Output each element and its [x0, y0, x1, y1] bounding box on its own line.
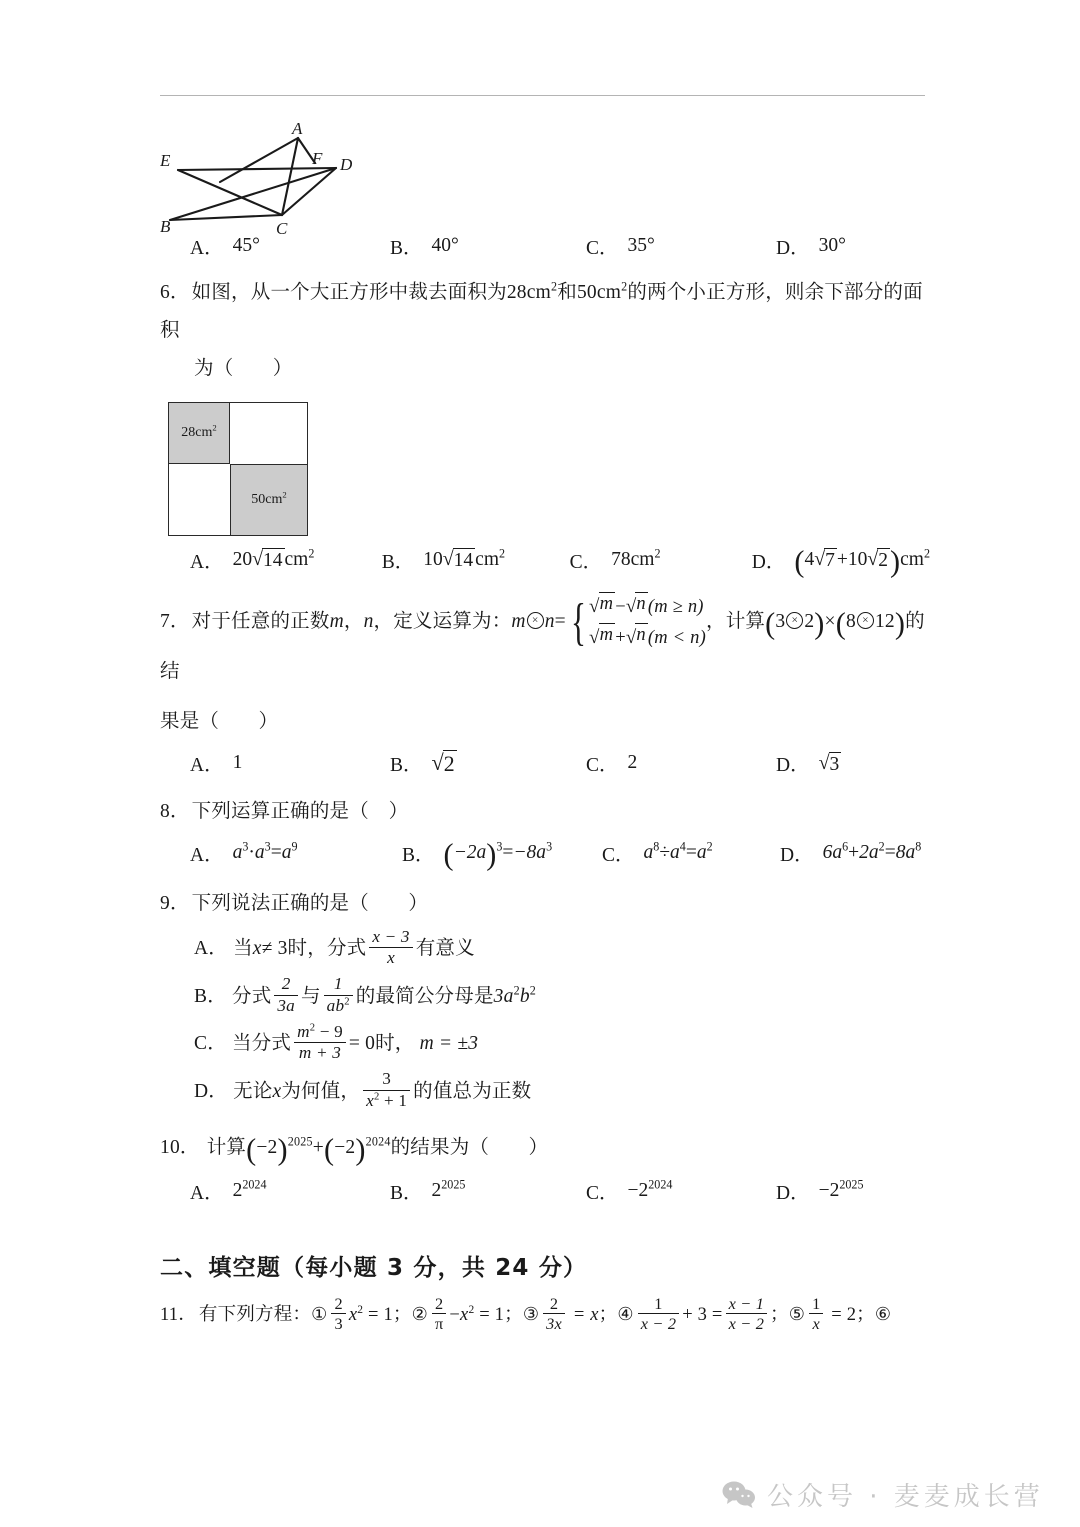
- page-content: [160, 118, 930, 1336]
- q6-option-b[interactable]: B． 10 √ 14 $cm^2$: [381, 546, 506, 574]
- q9-d-t3: 的值总为正数: [413, 1080, 532, 1102]
- q9-b-rhs: 3a: [493, 985, 514, 1007]
- q11-2-num: 2: [432, 1294, 446, 1314]
- q11-1-var: x: [348, 1305, 358, 1326]
- q10-exp-1: 2025: [287, 1134, 313, 1149]
- q9-d-var: x: [272, 1080, 282, 1102]
- q7-option-a-label: A．: [190, 755, 224, 777]
- q9-a-cond: ≠ 3时，: [261, 938, 327, 960]
- q9-a-t2: 分式: [326, 938, 367, 960]
- q8-options: [160, 837, 930, 872]
- q9-b-rhs-b: b: [519, 985, 530, 1007]
- q7-case1-cond: (m ≥ n): [647, 596, 704, 618]
- q8-c-b3: a: [696, 842, 707, 864]
- q7-expr-a-right: 2: [804, 611, 815, 633]
- q6-option-a-label: A．: [190, 552, 224, 574]
- q10-text-2: 的结果为（ ）: [390, 1137, 549, 1159]
- square-label-50: 50cm: [251, 492, 283, 508]
- q9-b-f2-den-sup: 2: [344, 995, 350, 1007]
- q9-b-f1-den: 3a: [277, 995, 295, 1015]
- q7-case1-sqrt-m: m: [599, 593, 614, 615]
- q7-option-b[interactable]: B． √ 2: [390, 750, 455, 777]
- q9-c-rhs: m = ±3: [419, 1033, 479, 1055]
- q6-option-b-coef: 10: [423, 549, 443, 571]
- q7-var-n: n: [363, 611, 374, 633]
- q6-option-d-radicand-2: 2: [878, 550, 889, 572]
- q10-b-base: 2: [431, 1180, 442, 1202]
- svg-text:A: A: [292, 120, 303, 138]
- q9-number: 9．: [160, 893, 190, 915]
- q7-option-b-radicand: 2: [443, 752, 455, 777]
- q11-mark-2: ②: [411, 1304, 428, 1325]
- q11-mark-3: ③: [522, 1304, 540, 1325]
- q7-case2-plus: +: [615, 626, 626, 648]
- q6-option-c[interactable]: [570, 546, 752, 574]
- q7-text-5: 果是（ ）: [160, 711, 279, 733]
- q9-b-t2: 与: [300, 985, 321, 1007]
- q6-area-1: 28cm: [506, 282, 551, 303]
- q9-a-t1: 当: [233, 938, 253, 960]
- q5-option-c-label: C．: [586, 238, 619, 259]
- q7-option-a-value: 1: [232, 752, 243, 774]
- q6-text-1: 如图，从一个大正方形中裁去面积为: [191, 282, 507, 303]
- q9-d-num: 3: [363, 1069, 410, 1090]
- q11-3-num: 2: [543, 1294, 565, 1314]
- square-figure: [168, 402, 308, 536]
- q8-c-div: ÷: [659, 842, 671, 864]
- q9-d-t2: 为何值，: [281, 1080, 361, 1102]
- q11-mark-1: ①: [311, 1304, 328, 1325]
- q11-1-sep: ；: [392, 1305, 412, 1326]
- q6-option-b-unit: cm: [475, 549, 499, 571]
- q9-a-den: x: [387, 948, 395, 968]
- q7-expr-times: ×: [824, 611, 836, 633]
- q9-c-eq: = 0: [348, 1033, 376, 1055]
- q6-option-d-label: D．: [751, 552, 786, 574]
- q10-a-base: 2: [232, 1180, 243, 1202]
- question-7: 7． 对于任意的正数m，n，定义运算为：m × n= { √ m − √ n (m ≥ n) √ m + √ n (m < n) ，计算(3 × 2)×(8 × 12)的结: [160, 592, 930, 691]
- q9-option-d-label: D．: [194, 1080, 228, 1102]
- q7-expr-a-left: 3: [775, 611, 786, 633]
- q8-a-eq: =: [270, 842, 282, 864]
- q7-case2-sqrt-m: m: [599, 623, 614, 645]
- q5-option-b-value: 40°: [431, 235, 459, 256]
- q10-base-2: −2: [334, 1137, 356, 1159]
- q6-number: 6．: [160, 282, 190, 303]
- q6-option-a-unit: cm: [284, 549, 309, 571]
- q11-1-rest: = 1: [363, 1305, 393, 1326]
- q11-5-den: x: [812, 1314, 820, 1334]
- q9-option-c-label: C．: [194, 1033, 227, 1055]
- q11-1-den: 3: [334, 1314, 343, 1334]
- q6-area-1-sup: 2: [550, 279, 558, 294]
- q7-piecewise: { √ m − √ n (m ≥ n) √ m + √ n (m < n): [570, 593, 706, 651]
- q11-4-den2: x − 2: [728, 1314, 765, 1334]
- q11-2-sup: 2: [468, 1303, 475, 1316]
- q10-exp-2: 2024: [365, 1134, 391, 1149]
- q8-b-exp: 3: [496, 839, 503, 854]
- q9-b-f1-num: 2: [274, 974, 298, 995]
- q6-option-a[interactable]: A． 20 √ 14 $cm^2$: [190, 546, 315, 574]
- q9-b-t1: 分式: [232, 985, 272, 1007]
- q11-5-num: 1: [809, 1294, 823, 1314]
- header-divider: [160, 95, 925, 96]
- q11-2-var: x: [460, 1305, 469, 1326]
- q10-b-exp: 2025: [441, 1177, 466, 1192]
- question-8: [160, 793, 930, 831]
- section-2-heading: 二、填空题（每小题 3 分，共 24 分）: [160, 1255, 588, 1282]
- q6-text-4: 为（ ）: [194, 358, 293, 380]
- q10-option-d[interactable]: [776, 1177, 864, 1205]
- watermark: [722, 1476, 1044, 1513]
- q8-a-dot: ·: [248, 842, 255, 864]
- q11-4-num2: x − 1: [726, 1294, 767, 1314]
- q6-option-a-unit-sup: 2: [308, 546, 315, 561]
- q7-case2-cond: (m < n): [647, 626, 706, 648]
- q9-a-t3: 有意义: [415, 938, 475, 960]
- q6-option-d-plus: +: [836, 549, 848, 571]
- q10-d-exp: 2025: [839, 1177, 864, 1192]
- q7-option-d-radicand: 3: [829, 753, 840, 775]
- q11-2-sep: ；: [504, 1305, 523, 1326]
- q9-c-t2: 时，: [375, 1033, 415, 1055]
- q6-option-a-coef: 20: [232, 549, 253, 571]
- circled-times-icon-2: [786, 612, 803, 629]
- q6-option-b-unit-sup: 2: [499, 546, 506, 561]
- q5-option-d-value: 30°: [818, 235, 846, 256]
- q11-mark-4: ④: [617, 1304, 634, 1325]
- q8-c-b1: a: [643, 842, 654, 864]
- q9-option-c[interactable]: [160, 1021, 930, 1065]
- q8-c-e3: 2: [706, 839, 713, 854]
- watermark-text: 公众号 · 麦麦成长营: [767, 1482, 1044, 1512]
- square-label-28-sup: 2: [212, 422, 217, 433]
- q7-case2-sqrt-n: n: [636, 623, 646, 645]
- q11-4-mid: + 3 =: [682, 1305, 723, 1326]
- q10-option-d-label: D．: [776, 1183, 810, 1205]
- q6-option-c-sup: 2: [654, 546, 661, 561]
- q6-area-2-sup: 2: [621, 279, 628, 294]
- q8-c-b2: a: [670, 842, 680, 864]
- q10-options: [160, 1177, 930, 1205]
- q7-options: [160, 749, 930, 777]
- q9-d-den-rest: + 1: [379, 1090, 408, 1110]
- q11-2-rest: = 1: [474, 1305, 505, 1326]
- q8-option-c-label: C．: [602, 845, 635, 867]
- square-label-28: 28cm: [181, 425, 213, 441]
- question-11: [160, 1293, 930, 1335]
- q9-b-rhs-sup1: 2: [513, 983, 520, 998]
- q11-4-num: 1: [638, 1294, 679, 1314]
- q8-a-b1: a: [232, 842, 243, 864]
- q9-c-num-rest: − 9: [315, 1021, 343, 1041]
- q11-4-sep: ；: [770, 1305, 789, 1326]
- q8-d-e3: 8: [915, 839, 922, 854]
- q9-c-num: m: [297, 1021, 310, 1041]
- q9-c-t1: 当分式: [232, 1033, 292, 1055]
- q7-text-3: ，计算: [706, 611, 766, 633]
- q8-option-c[interactable]: [602, 839, 780, 867]
- circled-times-icon: [527, 612, 544, 629]
- q9-d-t1: 无论: [233, 1080, 273, 1102]
- q8-b-eq: =: [502, 842, 514, 864]
- q9-c-num-sup: 2: [309, 1022, 316, 1034]
- q9-d-den: x: [366, 1090, 374, 1110]
- q7-case1-sqrt-n: n: [636, 593, 646, 615]
- q6-option-b-label: B．: [381, 552, 415, 574]
- circled-times-icon-3: [857, 612, 874, 629]
- q11-5-rest: = 2: [826, 1305, 857, 1326]
- q7-text-1: 对于任意的正数: [191, 611, 330, 633]
- q7-option-a[interactable]: [190, 749, 390, 777]
- q10-option-c[interactable]: [586, 1177, 776, 1205]
- q9-d-den-sup: 2: [373, 1090, 380, 1102]
- q6-option-c-value: 78cm: [611, 549, 655, 571]
- svg-text:D: D: [340, 155, 353, 174]
- q7-option-c-label: C．: [586, 755, 619, 777]
- q10-option-a-label: A．: [190, 1183, 224, 1205]
- q11-text: 有下列方程：: [198, 1305, 312, 1326]
- q5-option-d-label: D．: [776, 238, 810, 259]
- q9-option-a[interactable]: [160, 926, 930, 970]
- square-shaded-bottom-right: [230, 464, 308, 536]
- q11-4-den: x − 2: [640, 1314, 677, 1334]
- q7-option-d-label: D．: [776, 755, 810, 777]
- q10-number: 10．: [160, 1137, 200, 1159]
- q6-option-d[interactable]: D． (4 √ 7 +10 √ 2 )$cm^2$: [751, 544, 930, 579]
- q9-option-b-label: B．: [194, 985, 227, 1007]
- q5-option-c-value: 35°: [627, 235, 655, 256]
- svg-text:F: F: [312, 149, 323, 168]
- geometry-figure: [160, 120, 930, 238]
- q6-option-d-unit-sup: 2: [923, 546, 930, 561]
- q10-base-1: −2: [256, 1137, 278, 1159]
- q11-mark-6: ⑥: [874, 1304, 892, 1325]
- q11-5-sep: ；: [856, 1305, 875, 1326]
- q9-a-num: x − 3: [369, 927, 412, 948]
- q10-d-base: −2: [818, 1180, 840, 1202]
- q8-option-d[interactable]: [780, 839, 921, 867]
- question-10: 10． 计算$(-2)^{2025}+(-2)^{2024}$的结果为（ ）: [160, 1132, 549, 1167]
- q11-1-sup: 2: [357, 1303, 364, 1316]
- q9-b-f2-num: 1: [324, 974, 353, 995]
- q8-b-rhs-exp: 3: [546, 839, 553, 854]
- q7-var-m: m: [329, 611, 344, 633]
- q9-text: 下列说法正确的是（ ）: [191, 893, 429, 915]
- q7-def-lhs-n: n: [544, 611, 555, 633]
- q10-c-base: −2: [627, 1180, 649, 1202]
- q8-option-b-label: B．: [402, 845, 435, 867]
- q8-option-d-label: D．: [780, 845, 814, 867]
- q8-option-a[interactable]: [190, 839, 402, 867]
- svg-text:E: E: [160, 151, 171, 170]
- q6-area-2: 50cm: [576, 282, 622, 303]
- q8-a-b2: a: [254, 842, 265, 864]
- q8-d-eq: =: [884, 842, 896, 864]
- q8-number: 8．: [160, 801, 190, 823]
- q6-option-d-unit: cm: [900, 549, 924, 571]
- q10-option-c-label: C．: [586, 1183, 619, 1205]
- q11-2-den: π: [434, 1314, 444, 1334]
- square-label-50-sup: 2: [282, 489, 287, 500]
- q6-text-3: 的两个小正方形，则余下部分的面积: [160, 282, 923, 342]
- q6-option-a-radicand: 14: [263, 550, 283, 572]
- wechat-icon: [722, 1481, 756, 1509]
- q10-option-b-label: B．: [390, 1183, 423, 1205]
- q7-text-2: ，定义运算为：: [373, 611, 512, 633]
- q6-option-b-radicand: 14: [453, 550, 474, 572]
- q8-d-e2: 2: [878, 839, 885, 854]
- q9-b-rhs-sup2: 2: [529, 983, 537, 998]
- q8-c-eq: =: [685, 842, 697, 864]
- q8-a-e3: 9: [291, 839, 298, 854]
- q11-number: 11．: [160, 1305, 197, 1326]
- q8-text: 下列运算正确的是（ ）: [191, 801, 409, 823]
- svg-text:C: C: [276, 219, 288, 238]
- q11-3-sep: ；: [598, 1305, 618, 1326]
- q5-option-b-label: B．: [390, 238, 423, 259]
- q8-d-t1: 6a: [822, 842, 843, 864]
- q8-d-t2: 2a: [859, 842, 879, 864]
- question-9: [160, 885, 930, 923]
- q10-c-exp: 2024: [648, 1177, 673, 1192]
- q8-b-inner: −2a: [453, 842, 487, 864]
- svg-text:B: B: [160, 217, 171, 236]
- q9-option-b[interactable]: [160, 974, 930, 1018]
- q7-number: 7．: [160, 611, 190, 633]
- q11-mark-5: ⑤: [788, 1304, 806, 1325]
- q9-option-a-label: A．: [194, 938, 228, 960]
- q8-a-e1: 3: [242, 839, 249, 854]
- q7-expr-b-left: 8: [846, 611, 856, 633]
- q8-option-a-label: A．: [190, 845, 224, 867]
- q10-text-1: 计算: [206, 1137, 247, 1159]
- q8-c-e2: 4: [679, 839, 686, 854]
- q9-b-t3: 的最简公分母是: [355, 985, 494, 1007]
- q8-option-b[interactable]: B． $(-2a)^3=-8a^3$: [402, 837, 553, 872]
- q7-def-lhs-m: m: [511, 611, 526, 633]
- q7-case1-minus: −: [615, 596, 626, 618]
- q9-a-var: x: [252, 938, 262, 960]
- question-6: [160, 274, 930, 350]
- q9-c-den: m + 3: [298, 1043, 342, 1063]
- q5-option-a-label: A．: [190, 238, 224, 259]
- q6-options: [160, 544, 930, 579]
- q11-1-num: 2: [331, 1294, 345, 1314]
- q8-a-b3: a: [281, 842, 292, 864]
- q7-expr-b-right: 12: [874, 611, 895, 633]
- q8-a-e2: 3: [264, 839, 271, 854]
- q10-plus: +: [312, 1137, 324, 1159]
- q8-d-e1: 6: [842, 839, 849, 854]
- q8-c-e1: 8: [653, 839, 660, 854]
- q6-option-c-label: C．: [569, 552, 603, 574]
- q6-option-d-coef-2: 10: [847, 549, 868, 571]
- q6-option-d-coef-1: 4: [804, 549, 815, 571]
- q7-option-d[interactable]: D． √ 3: [776, 749, 841, 777]
- q11-3-den: 3x: [546, 1314, 562, 1334]
- q9-b-f2-den: ab: [326, 995, 345, 1015]
- q6-text-2: 和: [557, 282, 577, 303]
- q5-option-a-value: 45°: [232, 235, 260, 256]
- q6-option-d-radicand-1: 7: [825, 550, 835, 572]
- q8-b-rhs: −8a: [513, 842, 547, 864]
- q7-def-eq: =: [554, 611, 566, 633]
- q7-option-c[interactable]: [586, 749, 776, 777]
- q10-option-b[interactable]: [390, 1177, 586, 1205]
- q10-a-exp: 2024: [242, 1177, 267, 1192]
- q7-option-c-value: 2: [627, 752, 638, 774]
- q7-comma: ，: [343, 611, 364, 633]
- q8-d-plus: +: [848, 842, 860, 864]
- q8-d-t3: 8a: [895, 842, 916, 864]
- q7-option-b-label: B．: [390, 755, 423, 777]
- q7-text-4: 的结: [160, 611, 925, 683]
- q11-3-rest: = x: [567, 1305, 599, 1326]
- q11-2-minus: −: [449, 1305, 461, 1326]
- q9-option-d[interactable]: [160, 1069, 930, 1113]
- square-shaded-top-left: [168, 402, 230, 464]
- q10-option-a[interactable]: [190, 1177, 390, 1205]
